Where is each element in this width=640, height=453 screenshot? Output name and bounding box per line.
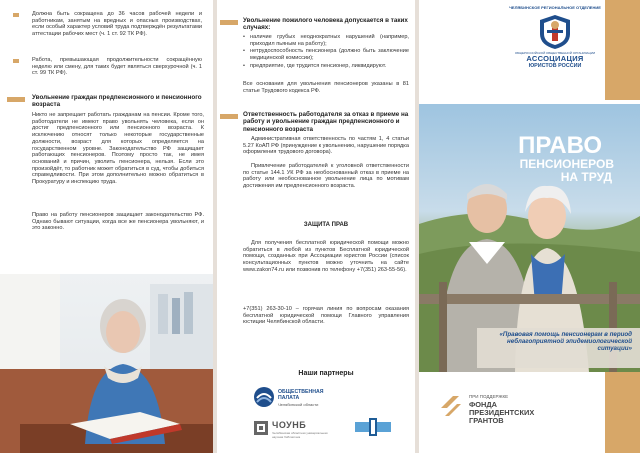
partner-library-full-name: Челябинская областная универсальная научная библиотека <box>272 431 328 439</box>
panel-cover <box>419 0 640 453</box>
partner-public-chamber <box>253 384 333 410</box>
project-box <box>477 328 640 368</box>
panel-middle <box>217 0 415 453</box>
title-line1: ПРАВО <box>518 132 602 159</box>
paragraph-36-hours: Должна быть сокращена до 36 часов рабочей недели и работникам, занятым на вредных и опасных производствах, если особый характер условий труда подтверждён результатами аттестации рабочих мест (ч. 1 ст. 92 ТК РФ). <box>32 11 202 38</box>
partner-public-chamber-name: ОБЩЕСТВЕННАЯ ПАЛАТА <box>278 389 324 401</box>
grant-support: ПРИ ПОДДЕРЖКЕ <box>469 394 509 399</box>
section-marker <box>220 114 238 119</box>
title-block <box>473 134 640 184</box>
grant-name-line2: ПРЕЗИДЕНТСКИХ <box>469 408 535 417</box>
org-emblem-icon <box>538 14 572 50</box>
org-type: ОБЩЕРОССИЙСКОЙ ОБЩЕСТВЕННОЙ ОРГАНИЗАЦИИ <box>514 50 596 55</box>
partner-library-name: ЧОУНБ <box>272 420 307 430</box>
bullet-marker <box>13 59 19 63</box>
heading-dismissal-cases: Увольнение пожилого человека допускается в таких случаях: <box>243 17 408 32</box>
list-item: • нетрудоспособность пенсионера (должно быть заключение медицинской комиссии); <box>243 48 409 62</box>
paragraph-admin-liability: Административная ответственность по частям 1, 4 статьи 5.27 КоАП РФ (принуждение к увольнению, нарушение порядка оформления трудового договора). <box>243 136 409 156</box>
dismissal-cases-list <box>243 34 409 70</box>
grant-name <box>469 401 534 425</box>
grant-name-line1: ФОНДА <box>469 400 497 409</box>
paragraph-law-protects: Право на работу пенсионеров защищает законодательство РФ. Однако бывают ситуации, когда все же пенсионера увольняют, и это законно. <box>32 212 204 232</box>
partner-library <box>253 418 333 440</box>
decor-stripe <box>605 0 640 100</box>
grant-name-line3: ГРАНТОВ <box>469 416 504 425</box>
paragraph-article-81: Все основания для увольнения пенсионеров указаны в 81 статье Трудового кодекса РФ. <box>243 81 409 94</box>
paragraph-hotline: +7(351) 263-30-10 – горячая линия по вопросам оказания бесплатной юридической помощи Главного управления юстиции Челябинской области. <box>243 306 409 326</box>
paragraph-legal-aid: Для получения бесплатной юридической помощи можно обратиться в любой из пунктов Бесплатной юридической помощи, созданных при Ассоциации юристов России (список консультационных пунктов можно уточнить на сайте www.zakon74.ru или позвонив по телефону +7(351) 263-55-56). <box>243 240 409 273</box>
org-name-line1: АССОЦИАЦИЯ <box>526 54 584 63</box>
section-marker <box>220 20 238 25</box>
grant-block <box>419 372 640 453</box>
photo-illustration <box>0 274 213 453</box>
title-line3: НА ТРУД <box>560 170 612 184</box>
heading-dismissal: Увольнение граждан предпенсионного и пенсионного возраста <box>32 94 202 109</box>
title-line2: ПЕНСИОНЕРОВ <box>519 157 614 171</box>
org-name-line2: ЮРИСТОВ РОССИИ <box>528 63 582 69</box>
list-item: • наличие грубых неоднократных нарушений (например, приходил пьяным на работу); <box>243 34 409 47</box>
heading-protection-rights: ЗАЩИТА ПРАВ <box>303 222 349 228</box>
photo-elderly-couple <box>419 104 640 372</box>
paragraph-dismissal: Никто не запрещает работать гражданам на пенсии. Кроме того, работодатели не имеют право увольнять человека, если он достиг предпенсионного или пенсионного возраста. К исключению относят только некоторые государственные должности, возраст для которых определяется на государственном уровне. Законодательство РФ защищает работающих пенсионеров. Поэтому просто так, не имея оснований и причин, уволить пенсионера, нельзя. Если это произойдёт, то работник может обратиться в суд, чтобы добиться справедливости. При этом дополнительно можно обратиться в Прокуратуру и инспекцию труда. <box>32 112 204 186</box>
paragraph-criminal-liability: Привлечение работодателей к уголовной ответственности по статье 144.1 УК РФ за необоснованный отказ в приеме на работу или необоснованное увольнение лица по мотивам достижения им предпенсионного возраста. <box>243 163 409 190</box>
library-logo-icon <box>253 420 269 436</box>
org-region: ЧЕЛЯБИНСКОЕ РЕГИОНАЛЬНОЕ ОТДЕЛЕНИЕ <box>509 5 601 10</box>
grant-fund-logo-icon <box>439 394 463 418</box>
partners-title: Наши партнеры <box>298 370 354 377</box>
partner-logo-icon <box>355 418 391 436</box>
list-item: • предприятие, где трудится пенсионер, ликвидируют. <box>243 62 387 69</box>
photo-woman-reading <box>0 274 213 453</box>
paragraph-overtime: Работа, превышающая продолжительности сокращённую неделю или смену, для таких будет являться сверхурочной (ч. 1 ст. 99 ТК РФ). <box>32 57 202 77</box>
decor-stripe <box>605 372 640 453</box>
panel-left <box>0 0 213 453</box>
org-block <box>507 6 603 69</box>
project-title: «Правовая помощь пенсионерам в период неблагоприятной эпидемиологической ситуации» <box>499 331 632 353</box>
heading-employer-liability: Ответственность работодателя за отказ в приеме на работу и увольнение граждан предпенсионного и пенсионного возраста <box>243 111 409 133</box>
partner-public-chamber-region: Челябинской области <box>278 402 319 407</box>
section-marker <box>7 97 25 102</box>
bullet-marker <box>13 13 19 17</box>
public-chamber-logo-icon <box>253 386 275 408</box>
